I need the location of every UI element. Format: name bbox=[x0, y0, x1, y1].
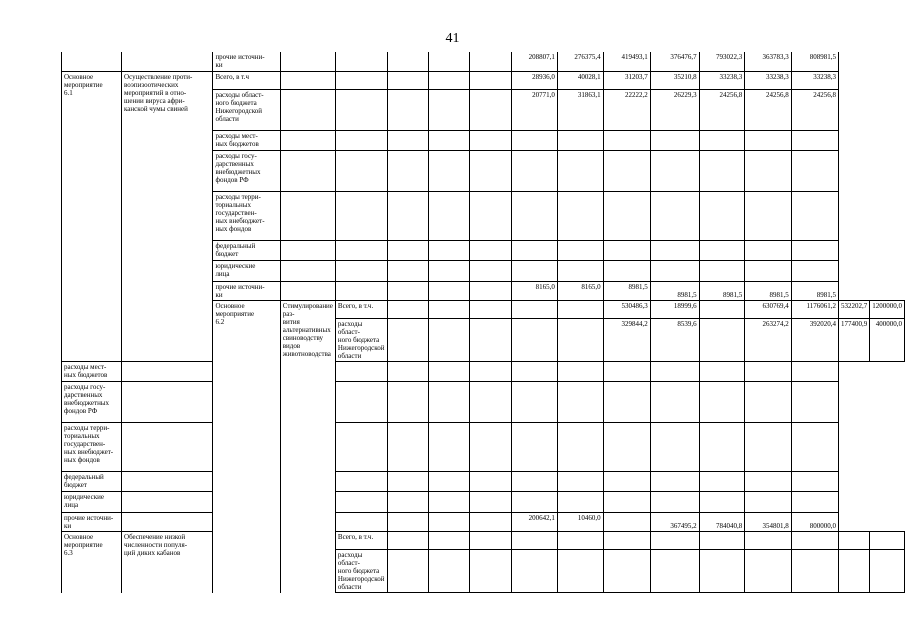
activity-name: Осуществление проти- воэпизоотических мероприятий в отно- шении вируса афри- канской чумы свиней bbox=[122, 71, 213, 361]
value-cell bbox=[745, 361, 791, 381]
value-cell bbox=[557, 549, 603, 592]
value-cell bbox=[603, 150, 650, 191]
value-cell bbox=[280, 240, 335, 260]
funding-source: расходы терри- ториальных государствен- ных внебюджет- ных фондов bbox=[62, 422, 122, 471]
value-cell: 208807,1 bbox=[512, 52, 558, 71]
value-cell bbox=[839, 549, 870, 592]
value-cell bbox=[335, 89, 387, 130]
value-cell bbox=[387, 130, 428, 150]
value-cell bbox=[512, 549, 558, 592]
value-cell bbox=[387, 549, 428, 592]
value-cell bbox=[512, 130, 558, 150]
value-cell bbox=[699, 549, 745, 592]
value-cell bbox=[603, 260, 650, 281]
value-cell bbox=[699, 471, 745, 491]
value-cell bbox=[387, 300, 428, 318]
table-row bbox=[62, 512, 905, 531]
value-cell bbox=[650, 491, 699, 512]
value-cell: 392020,4 bbox=[791, 318, 838, 361]
budget-table bbox=[61, 52, 905, 593]
value-cell bbox=[335, 150, 387, 191]
value-cell bbox=[557, 240, 603, 260]
value-cell bbox=[557, 471, 603, 491]
value-cell bbox=[429, 260, 470, 281]
value-cell bbox=[387, 89, 428, 130]
value-cell: 18999,6 bbox=[650, 300, 699, 318]
value-cell bbox=[387, 512, 428, 531]
funding-source: юридические лица bbox=[62, 491, 122, 512]
value-cell bbox=[791, 471, 838, 491]
value-cell bbox=[791, 191, 838, 240]
value-cell bbox=[650, 150, 699, 191]
value-cell bbox=[699, 300, 745, 318]
table-row bbox=[62, 471, 905, 491]
funding-source: расходы мест- ных бюджетов bbox=[213, 130, 280, 150]
funding-source: расходы госу- дарственных внебюджетных фондов РФ bbox=[213, 150, 280, 191]
value-cell: 800000,0 bbox=[791, 512, 838, 531]
value-cell bbox=[557, 531, 603, 549]
value-cell bbox=[699, 240, 745, 260]
value-cell: 419493,1 bbox=[603, 52, 650, 71]
value-cell bbox=[650, 531, 699, 549]
funding-source: Всего, в т.ч bbox=[213, 71, 280, 89]
value-cell bbox=[512, 381, 558, 422]
value-cell bbox=[699, 318, 745, 361]
value-cell bbox=[280, 52, 335, 71]
value-cell: 8165,0 bbox=[557, 281, 603, 300]
value-cell bbox=[470, 89, 512, 130]
value-cell bbox=[745, 381, 791, 422]
value-cell bbox=[791, 491, 838, 512]
value-cell bbox=[603, 130, 650, 150]
value-cell bbox=[470, 361, 512, 381]
value-cell bbox=[387, 240, 428, 260]
value-cell bbox=[650, 422, 699, 471]
value-cell bbox=[557, 422, 603, 471]
value-cell bbox=[512, 531, 558, 549]
value-cell bbox=[557, 130, 603, 150]
value-cell bbox=[699, 260, 745, 281]
value-cell bbox=[603, 549, 650, 592]
value-cell bbox=[745, 422, 791, 471]
value-cell bbox=[335, 191, 387, 240]
funding-source: прочие источни- ки bbox=[213, 281, 280, 300]
value-cell bbox=[470, 300, 512, 318]
value-cell bbox=[603, 191, 650, 240]
value-cell bbox=[557, 300, 603, 318]
value-cell bbox=[429, 89, 470, 130]
value-cell: 376476,7 bbox=[650, 52, 699, 71]
value-cell: 1176061,2 bbox=[791, 300, 838, 318]
value-cell: 8981,5 bbox=[603, 281, 650, 300]
value-cell bbox=[512, 471, 558, 491]
value-cell bbox=[280, 150, 335, 191]
value-cell bbox=[429, 361, 470, 381]
value-cell bbox=[429, 150, 470, 191]
value-cell bbox=[603, 381, 650, 422]
value-cell bbox=[870, 549, 905, 592]
value-cell bbox=[429, 491, 470, 512]
funding-source: Всего, в т.ч. bbox=[335, 300, 387, 318]
value-cell bbox=[791, 240, 838, 260]
value-cell bbox=[429, 300, 470, 318]
value-cell bbox=[650, 191, 699, 240]
activity-name: Стимулирование раз- вития альтернативных свиноводству видов животноводства bbox=[280, 300, 335, 593]
value-cell bbox=[870, 531, 905, 549]
value-cell bbox=[557, 260, 603, 281]
value-cell: 24256,8 bbox=[791, 89, 838, 130]
value-cell bbox=[335, 422, 387, 471]
value-cell bbox=[335, 381, 387, 422]
value-cell: 8981,5 bbox=[650, 281, 699, 300]
value-cell: 22222,2 bbox=[603, 89, 650, 130]
value-cell bbox=[429, 281, 470, 300]
value-cell bbox=[650, 381, 699, 422]
value-cell bbox=[429, 531, 470, 549]
funding-source: юридические лица bbox=[213, 260, 280, 281]
value-cell bbox=[512, 240, 558, 260]
value-cell: 363783,3 bbox=[745, 52, 791, 71]
value-cell: 400000,0 bbox=[870, 318, 905, 361]
main-activity-label: Основное мероприятие 6.2 bbox=[213, 300, 280, 593]
value-cell bbox=[650, 361, 699, 381]
value-cell bbox=[335, 491, 387, 512]
value-cell bbox=[429, 52, 470, 71]
value-cell bbox=[335, 512, 387, 531]
value-cell: 8981,5 bbox=[745, 281, 791, 300]
value-cell: 329844,2 bbox=[603, 318, 650, 361]
funding-source: расходы госу- дарственных внебюджетных фондов РФ bbox=[62, 381, 122, 422]
value-cell: 20771,0 bbox=[512, 89, 558, 130]
value-cell bbox=[387, 260, 428, 281]
page-number: 41 bbox=[445, 31, 460, 46]
value-cell bbox=[512, 260, 558, 281]
value-cell bbox=[603, 531, 650, 549]
table-row bbox=[62, 361, 905, 381]
value-cell bbox=[335, 130, 387, 150]
value-cell bbox=[335, 361, 387, 381]
table-row bbox=[62, 52, 905, 71]
value-cell bbox=[699, 531, 745, 549]
value-cell bbox=[470, 240, 512, 260]
value-cell: 35210,8 bbox=[650, 71, 699, 89]
value-cell bbox=[470, 381, 512, 422]
value-cell bbox=[387, 381, 428, 422]
value-cell bbox=[429, 422, 470, 471]
value-cell: 31203,7 bbox=[603, 71, 650, 89]
value-cell bbox=[470, 471, 512, 491]
value-cell bbox=[650, 240, 699, 260]
value-cell bbox=[745, 130, 791, 150]
funding-source: расходы мест- ных бюджетов bbox=[62, 361, 122, 381]
value-cell: 24256,8 bbox=[745, 89, 791, 130]
value-cell bbox=[699, 150, 745, 191]
value-cell bbox=[470, 71, 512, 89]
main-cell-empty bbox=[62, 52, 122, 71]
value-cell bbox=[429, 130, 470, 150]
value-cell bbox=[791, 260, 838, 281]
value-cell bbox=[387, 150, 428, 191]
table-row bbox=[62, 491, 905, 512]
value-cell: 8981,5 bbox=[791, 281, 838, 300]
value-cell bbox=[791, 381, 838, 422]
value-cell bbox=[335, 71, 387, 89]
value-cell: 784040,8 bbox=[699, 512, 745, 531]
value-cell bbox=[122, 422, 213, 471]
value-cell bbox=[470, 318, 512, 361]
value-cell bbox=[429, 512, 470, 531]
value-cell bbox=[512, 422, 558, 471]
value-cell bbox=[791, 361, 838, 381]
value-cell bbox=[429, 191, 470, 240]
value-cell bbox=[603, 471, 650, 491]
value-cell bbox=[745, 491, 791, 512]
value-cell bbox=[387, 52, 428, 71]
funding-source: прочие источни- ки bbox=[213, 52, 280, 71]
value-cell bbox=[387, 422, 428, 471]
value-cell: 26229,3 bbox=[650, 89, 699, 130]
value-cell bbox=[603, 240, 650, 260]
funding-source: расходы област- ного бюджета Нижегородской области bbox=[335, 318, 387, 361]
value-cell bbox=[603, 491, 650, 512]
value-cell bbox=[429, 549, 470, 592]
value-cell: 33238,3 bbox=[791, 71, 838, 89]
value-cell bbox=[791, 531, 838, 549]
value-cell bbox=[557, 150, 603, 191]
value-cell bbox=[429, 71, 470, 89]
value-cell bbox=[470, 422, 512, 471]
value-cell bbox=[557, 491, 603, 512]
funding-source: расходы област- ного бюджета Нижегородской области bbox=[213, 89, 280, 130]
value-cell bbox=[387, 281, 428, 300]
value-cell bbox=[699, 491, 745, 512]
value-cell: 263274,2 bbox=[745, 318, 791, 361]
value-cell bbox=[280, 281, 335, 300]
value-cell: 10460,0 bbox=[557, 512, 603, 531]
value-cell bbox=[557, 381, 603, 422]
table-row bbox=[62, 422, 905, 471]
activity-name: Обеспечение низкой численности популя- ций диких кабанов bbox=[122, 531, 213, 592]
value-cell bbox=[512, 491, 558, 512]
value-cell: 354801,8 bbox=[745, 512, 791, 531]
value-cell bbox=[745, 150, 791, 191]
value-cell bbox=[122, 471, 213, 491]
value-cell bbox=[280, 260, 335, 281]
value-cell bbox=[429, 318, 470, 361]
value-cell bbox=[650, 549, 699, 592]
value-cell bbox=[335, 260, 387, 281]
value-cell bbox=[470, 512, 512, 531]
value-cell: 177400,9 bbox=[839, 318, 870, 361]
table-row bbox=[62, 381, 905, 422]
main-activity-label: Основное мероприятие 6.1 bbox=[62, 71, 122, 361]
value-cell bbox=[470, 260, 512, 281]
funding-source: прочие источни- ки bbox=[62, 512, 122, 531]
value-cell bbox=[603, 422, 650, 471]
value-cell: 530486,3 bbox=[603, 300, 650, 318]
value-cell bbox=[557, 191, 603, 240]
value-cell: 28936,0 bbox=[512, 71, 558, 89]
value-cell bbox=[122, 361, 213, 381]
value-cell: 367495,2 bbox=[650, 512, 699, 531]
value-cell: 8165,0 bbox=[512, 281, 558, 300]
value-cell bbox=[699, 130, 745, 150]
value-cell: 24256,8 bbox=[699, 89, 745, 130]
value-cell bbox=[512, 300, 558, 318]
value-cell: 31863,1 bbox=[557, 89, 603, 130]
value-cell bbox=[603, 512, 650, 531]
value-cell bbox=[839, 531, 870, 549]
value-cell bbox=[791, 422, 838, 471]
value-cell bbox=[470, 549, 512, 592]
value-cell bbox=[387, 71, 428, 89]
value-cell bbox=[280, 89, 335, 130]
value-cell bbox=[280, 191, 335, 240]
value-cell bbox=[699, 422, 745, 471]
value-cell bbox=[650, 471, 699, 491]
value-cell bbox=[745, 531, 791, 549]
value-cell bbox=[122, 512, 213, 531]
value-cell bbox=[429, 381, 470, 422]
value-cell bbox=[699, 381, 745, 422]
value-cell bbox=[512, 361, 558, 381]
value-cell bbox=[650, 130, 699, 150]
value-cell bbox=[387, 471, 428, 491]
funding-source: Всего, в т.ч. bbox=[335, 531, 387, 549]
value-cell bbox=[470, 531, 512, 549]
value-cell: 40028,1 bbox=[557, 71, 603, 89]
value-cell bbox=[745, 549, 791, 592]
value-cell bbox=[650, 260, 699, 281]
value-cell bbox=[512, 318, 558, 361]
value-cell bbox=[699, 191, 745, 240]
table-row bbox=[62, 531, 905, 549]
value-cell bbox=[387, 318, 428, 361]
value-cell bbox=[335, 281, 387, 300]
funding-source: расходы терри- ториальных государствен- ных внебюджет- ных фондов bbox=[213, 191, 280, 240]
funding-source: федеральный бюджет bbox=[62, 471, 122, 491]
value-cell bbox=[470, 130, 512, 150]
value-cell bbox=[699, 361, 745, 381]
value-cell bbox=[387, 361, 428, 381]
value-cell bbox=[745, 191, 791, 240]
value-cell bbox=[512, 191, 558, 240]
value-cell bbox=[791, 130, 838, 150]
value-cell bbox=[603, 361, 650, 381]
main-activity-label: Основное мероприятие 6.3 bbox=[62, 531, 122, 592]
value-cell bbox=[557, 361, 603, 381]
value-cell bbox=[335, 471, 387, 491]
value-cell bbox=[280, 130, 335, 150]
value-cell: 8539,6 bbox=[650, 318, 699, 361]
value-cell bbox=[745, 471, 791, 491]
value-cell: 630769,4 bbox=[745, 300, 791, 318]
value-cell: 276375,4 bbox=[557, 52, 603, 71]
value-cell: 808981,5 bbox=[791, 52, 838, 71]
value-cell bbox=[470, 281, 512, 300]
value-cell bbox=[557, 318, 603, 361]
value-cell bbox=[387, 191, 428, 240]
value-cell bbox=[745, 260, 791, 281]
value-cell bbox=[387, 531, 428, 549]
value-cell bbox=[745, 240, 791, 260]
table-row bbox=[62, 71, 905, 89]
value-cell: 532202,7 bbox=[839, 300, 870, 318]
value-cell bbox=[470, 191, 512, 240]
name-cell-empty bbox=[122, 52, 213, 71]
value-cell bbox=[335, 52, 387, 71]
value-cell bbox=[122, 491, 213, 512]
value-cell: 200642,1 bbox=[512, 512, 558, 531]
value-cell: 1200000,0 bbox=[870, 300, 905, 318]
value-cell: 33238,3 bbox=[699, 71, 745, 89]
value-cell: 793022,3 bbox=[699, 52, 745, 71]
funding-source: федеральный бюджет bbox=[213, 240, 280, 260]
value-cell bbox=[791, 150, 838, 191]
value-cell bbox=[470, 491, 512, 512]
value-cell bbox=[429, 471, 470, 491]
value-cell bbox=[280, 71, 335, 89]
funding-source: расходы област- ного бюджета Нижегородской области bbox=[335, 549, 387, 592]
value-cell: 8981,5 bbox=[699, 281, 745, 300]
value-cell bbox=[429, 240, 470, 260]
value-cell bbox=[335, 240, 387, 260]
value-cell bbox=[470, 52, 512, 71]
value-cell bbox=[512, 150, 558, 191]
value-cell bbox=[387, 491, 428, 512]
value-cell bbox=[122, 381, 213, 422]
value-cell: 33238,3 bbox=[745, 71, 791, 89]
value-cell bbox=[791, 549, 838, 592]
value-cell bbox=[470, 150, 512, 191]
